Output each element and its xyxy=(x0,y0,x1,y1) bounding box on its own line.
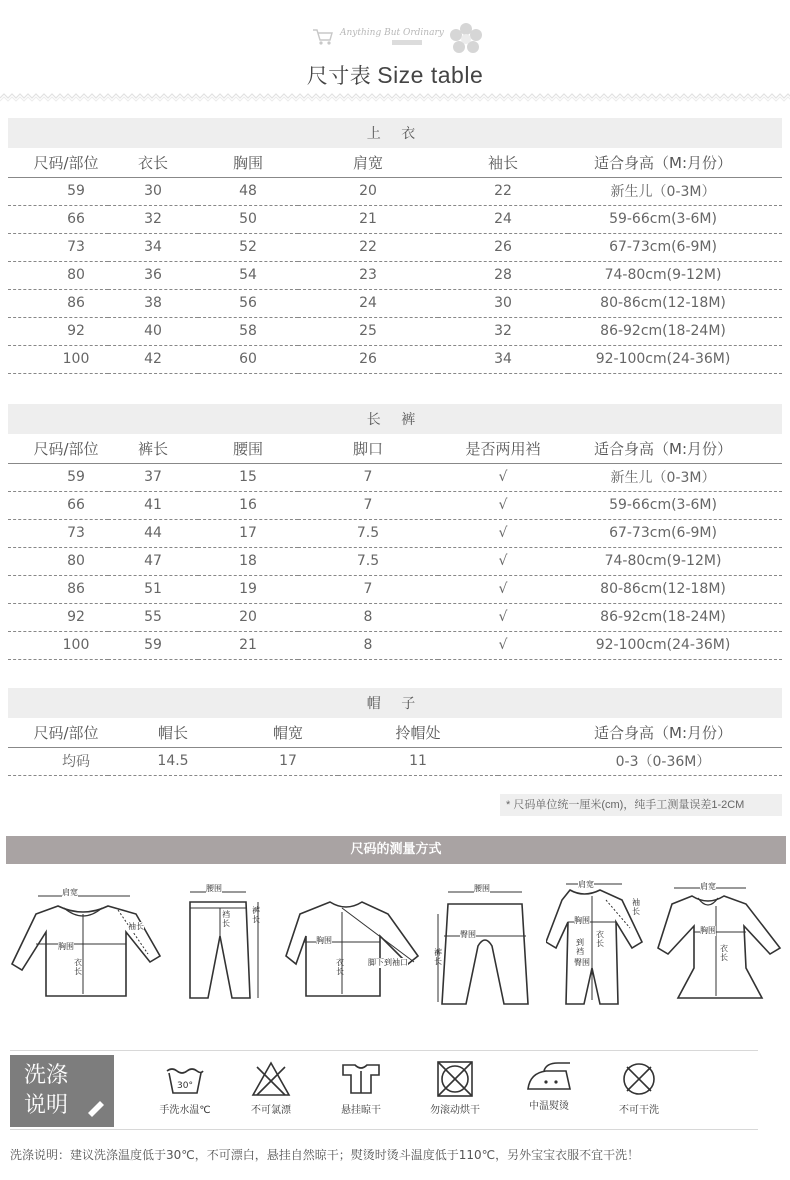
table-cell: 7 xyxy=(298,575,438,603)
table-cell: 34 xyxy=(108,233,198,261)
table-cell: √ xyxy=(438,463,568,491)
table-cell: 92-100cm(24-36M) xyxy=(568,631,782,659)
table-row xyxy=(8,547,782,575)
hand-wash-icon xyxy=(163,1059,207,1099)
table-cell: 74-80cm(9-12M) xyxy=(568,547,782,575)
table-cell: 25 xyxy=(298,317,438,345)
table-cell: 7 xyxy=(298,463,438,491)
table-cell: √ xyxy=(438,603,568,631)
brand-header xyxy=(0,22,790,56)
table-cell: 66 xyxy=(8,205,108,233)
table-cell: 54 xyxy=(198,261,298,289)
column-header xyxy=(498,718,568,747)
table-cell: 40 xyxy=(108,317,198,345)
table-cell: 58 xyxy=(198,317,298,345)
label-shoulder-4: 肩宽 xyxy=(700,882,716,891)
column-header: 帽长 xyxy=(108,718,238,747)
column-header: 适合身高（M:月份） xyxy=(568,148,782,177)
label-waist-2: 腰围 xyxy=(474,884,490,893)
unit-footnote: * 尺码单位统一厘米(cm)，纯手工测量误差1-2CM xyxy=(500,794,782,816)
table-cell: √ xyxy=(438,547,568,575)
temp-text: 30° xyxy=(177,1081,193,1091)
table-row xyxy=(8,519,782,547)
care-item-no-dry-clean xyxy=(594,1059,684,1129)
label-crotch-to: 到裆 xyxy=(576,938,584,956)
table-cell: 19 xyxy=(198,575,298,603)
table-cell: 26 xyxy=(298,345,438,373)
diagram-dress xyxy=(654,882,784,1004)
hat-size-table xyxy=(8,688,782,776)
label-shoulder-3: 肩宽 xyxy=(578,880,594,889)
column-header: 帽宽 xyxy=(238,718,338,747)
diagram-raglan-top xyxy=(284,892,424,1002)
table-cell: 66 xyxy=(8,491,108,519)
table-row xyxy=(8,463,782,491)
dress-outline-icon xyxy=(654,882,784,1004)
column-header: 腰围 xyxy=(198,434,298,463)
column-header: 尺码/部位 xyxy=(8,718,108,747)
table-cell: √ xyxy=(438,491,568,519)
table-cell: 22 xyxy=(438,177,568,205)
no-bleach-icon xyxy=(249,1059,293,1099)
table-cell: 59-66cm(3-6M) xyxy=(568,205,782,233)
title-cn: 尺寸表 xyxy=(306,64,372,88)
tops-size-table xyxy=(8,118,782,374)
table-cell: 74-80cm(9-12M) xyxy=(568,261,782,289)
table-cell xyxy=(498,747,568,775)
care-item-no-bleach xyxy=(226,1059,316,1129)
table-cell: 73 xyxy=(8,519,108,547)
care-label: 不可氯漂 xyxy=(251,1105,291,1116)
label-hip-3: 臀围 xyxy=(574,958,590,967)
diagram-top xyxy=(8,884,168,1004)
table-cell: 16 xyxy=(198,491,298,519)
page-title xyxy=(0,60,790,90)
brand-tagline: Anything But Ordinary xyxy=(340,28,444,38)
table-cell: 均码 xyxy=(8,747,108,775)
table-cell: 80 xyxy=(8,547,108,575)
table-cell: 55 xyxy=(108,603,198,631)
table-cell: √ xyxy=(438,519,568,547)
brush-icon xyxy=(84,1095,106,1117)
table-cell: 80 xyxy=(8,261,108,289)
column-header: 裤长 xyxy=(108,434,198,463)
care-item-hand-wash xyxy=(140,1059,230,1129)
table-row xyxy=(8,575,782,603)
table-cell: 59-66cm(3-6M) xyxy=(568,491,782,519)
table-cell: 新生儿（0-3M） xyxy=(568,463,782,491)
column-header: 袖长 xyxy=(438,148,568,177)
table-cell: 51 xyxy=(108,575,198,603)
care-label: 不可干洗 xyxy=(619,1105,659,1116)
column-header: 是否两用裆 xyxy=(438,434,568,463)
table-cell: 8 xyxy=(298,631,438,659)
column-header: 衣长 xyxy=(108,148,198,177)
table-cell: 23 xyxy=(298,261,438,289)
care-label: 悬挂晾干 xyxy=(341,1105,381,1116)
table-cell: 86-92cm(18-24M) xyxy=(568,317,782,345)
table-cell: 36 xyxy=(108,261,198,289)
table-cell: 80-86cm(12-18M) xyxy=(568,575,782,603)
measure-method-bar: 尺码的测量方式 xyxy=(6,836,786,864)
table-cell: 34 xyxy=(438,345,568,373)
care-label: 手洗水温℃ xyxy=(159,1105,211,1116)
label-pants-length-2: 裤长 xyxy=(434,948,442,966)
care-title-line1: 洗涤 xyxy=(24,1063,69,1088)
table-cell: 30 xyxy=(438,289,568,317)
table-cell: 60 xyxy=(198,345,298,373)
care-section xyxy=(10,1050,758,1130)
table-cell: 17 xyxy=(198,519,298,547)
table-cell: 7.5 xyxy=(298,547,438,575)
title-en: Size table xyxy=(377,62,484,88)
diagram-pants xyxy=(180,884,270,1004)
table-cell: 7.5 xyxy=(298,519,438,547)
table-cell: 24 xyxy=(438,205,568,233)
label-crotch: 裆长 xyxy=(222,910,230,928)
diagram-pants-2 xyxy=(434,884,534,1008)
table-cell: 86 xyxy=(8,289,108,317)
care-label: 勿滚动烘干 xyxy=(430,1105,480,1116)
iron-medium-icon xyxy=(524,1059,574,1095)
table-cell: 21 xyxy=(298,205,438,233)
table-cell: 21 xyxy=(198,631,298,659)
table-row xyxy=(8,205,782,233)
table-cell: 30 xyxy=(108,177,198,205)
diagram-romper xyxy=(546,880,646,1008)
care-item-iron-medium xyxy=(504,1059,594,1129)
care-item-hang-dry xyxy=(316,1059,406,1129)
zigzag-divider xyxy=(0,92,790,106)
table-cell: 92 xyxy=(8,317,108,345)
section-title-hat: 帽 子 xyxy=(8,688,782,718)
label-length: 衣长 xyxy=(74,958,82,976)
label-waist: 腰围 xyxy=(206,884,222,893)
label-chest-3: 胸围 xyxy=(574,916,590,925)
table-cell: 24 xyxy=(298,289,438,317)
table-row xyxy=(8,491,782,519)
table-cell: 11 xyxy=(338,747,498,775)
no-dry-clean-icon xyxy=(617,1059,661,1099)
table-cell: 38 xyxy=(108,289,198,317)
table-cell: 22 xyxy=(298,233,438,261)
table-cell: 48 xyxy=(198,177,298,205)
column-header: 胸围 xyxy=(198,148,298,177)
column-header: 适合身高（M:月份） xyxy=(568,434,782,463)
table-cell: √ xyxy=(438,631,568,659)
table-row xyxy=(8,631,782,659)
table-cell: 86 xyxy=(8,575,108,603)
table-cell: 59 xyxy=(108,631,198,659)
table-cell: 44 xyxy=(108,519,198,547)
table-cell: 52 xyxy=(198,233,298,261)
table-cell: 8 xyxy=(298,603,438,631)
table-cell: 32 xyxy=(438,317,568,345)
table-cell: 73 xyxy=(8,233,108,261)
label-hip: 臀围 xyxy=(460,930,476,939)
column-header: 适合身高（M:月份） xyxy=(568,718,782,747)
table-row xyxy=(8,345,782,373)
table-row xyxy=(8,261,782,289)
table-cell: 15 xyxy=(198,463,298,491)
table-cell: 100 xyxy=(8,345,108,373)
no-tumble-dry-icon xyxy=(433,1059,477,1099)
column-header: 尺码/部位 xyxy=(8,148,108,177)
table-cell: 17 xyxy=(238,747,338,775)
column-header: 脚口 xyxy=(298,434,438,463)
raglan-outline-icon xyxy=(284,892,424,1002)
pants-2-outline-icon xyxy=(434,884,534,1008)
table-cell: √ xyxy=(438,575,568,603)
table-cell: 0-3（0-36M） xyxy=(568,747,782,775)
label-chest-2: 胸围 xyxy=(316,936,332,945)
column-header: 肩宽 xyxy=(298,148,438,177)
label-cuff: 脚下到袖口 xyxy=(368,958,408,967)
table-row xyxy=(8,177,782,205)
label-chest: 胸围 xyxy=(58,942,74,951)
care-title xyxy=(10,1055,114,1127)
top-outline-icon xyxy=(8,884,168,1004)
flower-icon xyxy=(448,22,484,56)
table-cell: 14.5 xyxy=(108,747,238,775)
table-cell: 59 xyxy=(8,463,108,491)
measurement-diagrams xyxy=(0,870,790,1020)
care-label: 中温熨烫 xyxy=(529,1101,569,1112)
table-cell: 67-73cm(6-9M) xyxy=(568,519,782,547)
table-row xyxy=(8,747,782,775)
table-row xyxy=(8,317,782,345)
section-title-tops: 上 衣 xyxy=(8,118,782,148)
table-cell: 100 xyxy=(8,631,108,659)
table-cell: 20 xyxy=(198,603,298,631)
table-cell: 18 xyxy=(198,547,298,575)
table-cell: 50 xyxy=(198,205,298,233)
care-item-no-tumble-dry xyxy=(410,1059,500,1129)
table-cell: 67-73cm(6-9M) xyxy=(568,233,782,261)
table-cell: 47 xyxy=(108,547,198,575)
table-cell: 59 xyxy=(8,177,108,205)
section-title-pants: 长 裤 xyxy=(8,404,782,434)
label-length-3: 衣长 xyxy=(596,930,604,948)
label-pants-length: 裤长 xyxy=(252,906,260,924)
table-cell: 新生儿（0-3M） xyxy=(568,177,782,205)
label-sleeve: 袖长 xyxy=(128,922,144,931)
hang-dry-icon xyxy=(339,1059,383,1099)
table-cell: 41 xyxy=(108,491,198,519)
label-sleeve-3: 袖长 xyxy=(632,898,640,916)
label-shoulder: 肩宽 xyxy=(62,888,78,897)
table-cell: 20 xyxy=(298,177,438,205)
brand-subtext xyxy=(392,40,422,45)
table-row xyxy=(8,603,782,631)
label-length-4: 衣长 xyxy=(720,944,728,962)
table-cell: 28 xyxy=(438,261,568,289)
care-title-line2: 说明 xyxy=(24,1093,69,1118)
table-cell: 92 xyxy=(8,603,108,631)
label-chest-4: 胸围 xyxy=(700,926,716,935)
table-cell: 56 xyxy=(198,289,298,317)
care-instructions: 洗涤说明：建议洗涤温度低于30℃，不可漂白，悬挂自然晾干；熨烫时烫斗温度低于110℃，另外宝宝衣服不宜干洗！ xyxy=(10,1148,640,1162)
cart-icon xyxy=(312,28,334,46)
table-row xyxy=(8,289,782,317)
pants-outline-icon xyxy=(180,884,270,1004)
label-length-2: 衣长 xyxy=(336,958,344,976)
table-cell: 7 xyxy=(298,491,438,519)
table-cell: 80-86cm(12-18M) xyxy=(568,289,782,317)
table-row xyxy=(8,233,782,261)
table-cell: 26 xyxy=(438,233,568,261)
table-cell: 42 xyxy=(108,345,198,373)
table-cell: 86-92cm(18-24M) xyxy=(568,603,782,631)
table-cell: 37 xyxy=(108,463,198,491)
table-cell: 32 xyxy=(108,205,198,233)
pants-size-table xyxy=(8,404,782,660)
table-cell: 92-100cm(24-36M) xyxy=(568,345,782,373)
column-header: 尺码/部位 xyxy=(8,434,108,463)
column-header: 拎帽处 xyxy=(338,718,498,747)
